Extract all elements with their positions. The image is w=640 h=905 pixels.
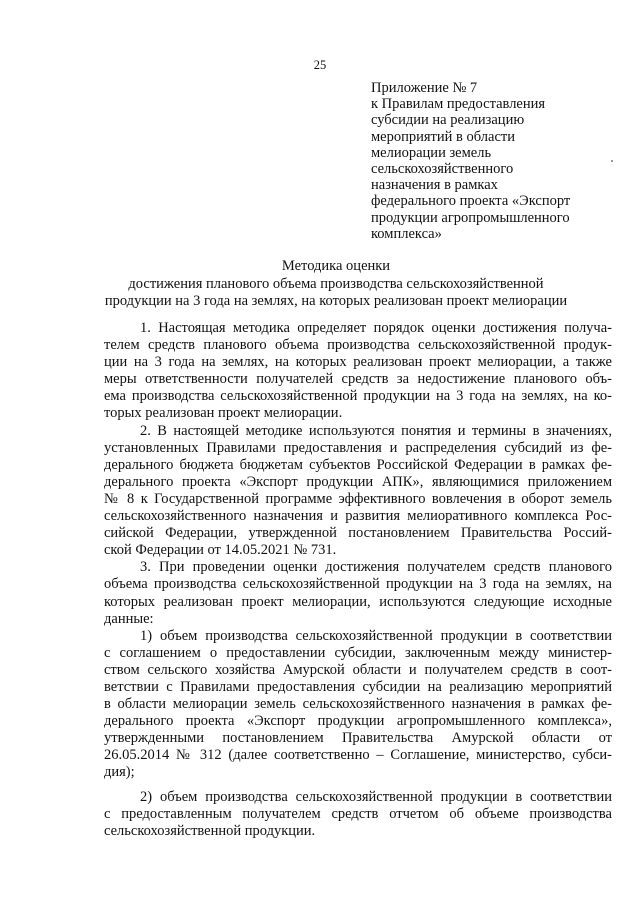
paragraph-line: 2. В настоящей методике используются понятия и термины в значениях, (140, 422, 612, 439)
paragraph-line: 1) объем производства сельскохозяйственной продукции в соответствии (140, 627, 612, 644)
title-line: Методика оценки (281, 258, 391, 274)
paragraph-line: дия); (104, 764, 135, 781)
paragraph-line: меры ответственности получателей средств за недостижение планового объ- (104, 371, 612, 388)
scan-speck (611, 160, 613, 162)
paragraph-line: ством сельского хозяйства Амурской области и получателем средств в соот- (104, 661, 612, 678)
paragraph-line: ской Федерации от 14.05.2021 № 731. (104, 542, 337, 559)
appendix-header (371, 80, 621, 242)
paragraph-line: № 8 к Государственной программе эффективного вовлечения в оборот земель (104, 490, 612, 507)
paragraph-line: в области мелиорации земель сельскохозяйственного назначения в рамках фе- (104, 696, 612, 713)
paragraph-line: 1. Настоящая методика определяет порядок оценки достижения получа- (140, 320, 612, 336)
paragraph-line: 2) объем производства сельскохозяйственной продукции в соответствии (140, 788, 612, 805)
appendix-line: федерального проекта «Экспорт (371, 193, 571, 210)
page-number: 25 (313, 58, 327, 72)
paragraph-line: которых реализован проект мелиорации, используются следующие исходные (104, 593, 612, 610)
paragraph-line: утвержденными постановлением Правительства Амурской области от (104, 730, 612, 747)
paragraph-line: торых реализован проект мелиорации. (104, 405, 343, 422)
appendix-line: мелиорации земель (371, 144, 492, 161)
title-line: достижения планового объема производства сельскохозяйственной (128, 275, 544, 292)
document-title (60, 258, 612, 311)
paragraph-2 (104, 423, 612, 560)
paragraph-line: установленных Правилами предоставления и распределения субсидий из фе- (104, 439, 612, 456)
paragraph-line: сийской Федерации, утвержденной постановлением Правительства Россий- (104, 525, 612, 542)
appendix-line: продукции агропромышленного (371, 209, 570, 226)
paragraph-line: с соглашением о предоставлении субсидии, заключенным между министер- (104, 644, 612, 661)
appendix-line: Приложение № 7 (371, 80, 478, 96)
title-line: продукции на 3 года на землях, на которых реализован проект мелиорации (104, 293, 568, 309)
paragraph-line: дерального проекта «Экспорт продукции АПК», являющимися приложением (104, 473, 612, 490)
paragraph-line: телем средств планового объема производства сельскохозяйственной продук- (104, 337, 612, 354)
paragraph-1 (104, 320, 612, 423)
appendix-line: назначения в рамках (371, 177, 498, 194)
appendix-line: мероприятий в области (371, 128, 515, 145)
paragraph-line: 26.05.2014 № 312 (далее соответственно – Соглашение, министерство, субси- (104, 747, 612, 764)
paragraph-list-item-1 (104, 628, 612, 782)
paragraph-gap (104, 782, 612, 789)
paragraph-line: сельскохозяйственной продукции. (104, 822, 316, 839)
appendix-line: к Правилам предоставления (371, 96, 546, 113)
appendix-line: комплекса» (371, 225, 442, 242)
paragraph-line: сельскохозяйственного назначения и развития мелиоративного комплекса Рос- (104, 508, 612, 525)
paragraph-line: с предоставленным получателем средств отчетом об объеме производства (104, 805, 612, 822)
paragraph-line: ветствии с Правилами предоставления субсидии на реализацию мероприятий (104, 678, 612, 695)
paragraph-line: ема производства сельскохозяйственной продукции на 3 года на землях, на ко- (104, 388, 612, 405)
paragraph-3 (104, 559, 612, 627)
paragraph-line: дерального проекта «Экспорт продукции агропромышленного комплекса», (104, 713, 612, 730)
paragraph-list-item-2 (104, 789, 612, 840)
document-body (104, 320, 612, 840)
paragraph-line: данные: (104, 610, 154, 627)
paragraph-line: ции на 3 года на землях, на которых реализован проект мелиорации, а также (104, 354, 612, 371)
appendix-line: субсидии на реализацию (371, 112, 525, 129)
paragraph-line: дерального бюджета бюджетам субъектов Российской Федерации в рамках фе- (104, 456, 612, 473)
paragraph-line: объема производства сельскохозяйственной продукции на 3 года на землях, на (104, 576, 612, 593)
paragraph-line: 3. При проведении оценки достижения получателем средств планового (140, 559, 612, 576)
appendix-line: сельскохозяйственного (371, 161, 514, 178)
